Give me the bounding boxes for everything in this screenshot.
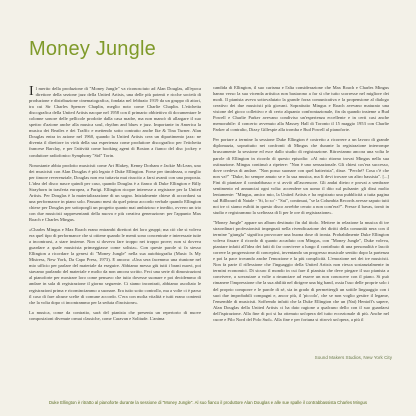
- paragraph: La musica, come da contratto, sarà del pianista che presenta un repertorio di nuove composizioni divenute ormai classiche, come Caravan e Solitude. L'anima: [29, 309, 201, 321]
- paragraph: [29, 86, 201, 159]
- paragraph: «Charles Mingus e Max Roach erano entrambi direttori dei loro gruppi; ma ciò che si voleva era quel tipo di performance che si ottiene quando le menti sono concentrate e interessate tutte a incontrarsi, a stare insieme. Non si doveva fare troppo nei troppo prove; non si doveva guardare a quale musicista primeggiasse come solista». Con queste parole si fa stesso Ellington a ricordare la genesi di "Money Jungle" nella sua autobiografia (Music Is My Mistress, New York, Da Capo Press, 1973). E ancora: «Una sera facemmo una riunione nel mio ufficio per parlare del materiale da eseguire. Abbiamo messo giù tutti i brani nuovi, poi stavamo parlando del materiale e molto da non ancora scritto. Feci una serie di dimostrazioni al pianoforte per mostrare loro come pensavo che tutto dovesse suonare e poi decidemmo di andare in sala di registrazione il giorno seguente. Ci siamo incontrati, abbiamo ascoltato le registrazioni prima e ricominciammo a suonare. Era tutto sotto controllo, ma a volte ci è parso il caso di fare alcune scelte di comune accordo. C'era con molta vitalità e tutti erano contenti che la volta dopo ci incontrammo per la seduta d'incisione».: [29, 227, 201, 305]
- drop-cap: I: [29, 84, 34, 99]
- right-column: [213, 85, 389, 327]
- left-column: [29, 86, 201, 326]
- photo-caption: Duke Ellington è ritratto al pianoforte durante la sessione di "Money Jungle". Al suo fianco il produttore Alan Douglas e alle sue spalle il contrabbassista Charles Mingus: [48, 400, 368, 405]
- paragraph-text: l merito della produzione di "Money Jungle" va riconosciuto ad Alan Douglas, all'epoca direttore della sezione jazz della United Artists, una delle più potenti e ricche società di produzione e distribuzione cinematografica, fondata nel febbraio 1919 da un gruppo di attori, tra cui Sir Charles Spencer Chaplin, meglio noto come Charlie Chaplin. L'etichetta discografica della United Artists nacque nel 1958 con il primario obbiettivo di documentare le colonne sonore delle pellicole prodotte dalla casa madre, ma non mancò di allargare il suo spettro d'azione anche alla musica soul, rhythm and blues e jazz. Importante in America la musica dei Beatles e dei Traffic e mettendo sotto contratto anche Ike & Tina Turner. Alan Douglas entra in azione nel 1960, quando la United Artists crea un dipartimento jazz: ne diventa il direttore in virtù della sua esperienza come produttore discografico per l'etichetta francese Barclay, e per l'attività come booking agent di Boston a fianco del disc jockey e conduttore radiofonico Symphony "Sid" Torin.: [29, 86, 201, 158]
- paragraph: Nonostante abbia prodotto musicisti come Art Blakey, Kenny Dorham e Jackie McLean, uno dei musicisti con Alan Douglas è più legato è Duke Ellington. Forse per timidezza, o meglio per timore reverenziale, Douglas non era tuttavia mai riuscito a farsi avanti con una proposta. L'idea del disco nasce quindi per caso, quando Douglas è a fianco di Duke Ellington e Billy Strayhorn in trasferta europea, a Parigi. Ellington ricopre interesse a registrare per la United Artists. Per Douglas è la materializzazione di un sogno. Inizialmente chiese di accordarsi su una performance in piano solo. Passano mesi da quel primo accordo verbale quando Ellington chiese per Douglas per sottoporgli un progetto quanto mai ambizioso e inedito, ovvero un trio con due musicisti rappresentanti della nuova e più creativa generazione: per l'appunto Max Roach e Charles Mingus.: [29, 162, 201, 222]
- photo-credit: Sound Makers Studios, New York City: [314, 355, 392, 360]
- page-title: Money Jungle: [29, 38, 156, 60]
- paragraph: Per portare a termine la sessione Duke Ellington è costretto a ricorrere a un lavoro di grande diplomazia, soprattutto nei confronti di Mingus che durante la registrazione interrompe bruscamente la sessione ed esce dallo studio di registrazione. Ritrovianno ancora una volta le parole di Ellington in ricordo di questo episodio: «Al mio ritorno trovai Mingus nella sua ostinazione. Mingus continuò a ripetere: "Non è uno sensazionale. Gli chiesi cos'era successo, dove credeva di andare. "Non posso suonare con quel batterista", disse. "Perché? Cosa c'è che non va?" "Duke, ho sempre amato se e la sua musica, ma lì devi trovare un altro bassista". [...] Fini di piantare il contrabbasso e si avviò all'ascensore. Gli andai dietro e provai a sembrare sentimento ed annunciai ogni volta: accendere un uomo il dito sul pulsante: gli dissi molto lentamente: "Mingus, amico mio, la United Artists e ha registrato una pubblicità a tutta pagina sul Billboard di Natale - 'Si, lo so' - "Sai", continuai, "se la Columbia Records avesse saputo tutti noi tre ci siamo esibiti in questo disco avrebbe cerato a non com'era?". Presse il bavas, tornò in studio e registrammo la sceltezza di lì per le ore di registrazione».: [213, 137, 389, 215]
- paragraph: candida di Ellington, il suo carisma e l'alta considerazione che Max Roach e Charles Mingus hanno verso la sua vicenda artistica non bastarono a far sì che tutto scorresse nel migliore dei modi. Il pianista aveva sottovalutato la grande forza comunicativa e la propensione al dialogo creativo dei due musicisti più giovani. Soprattutto Mingus e Roach avevano maturato una visione del gioco collettivo e di certo alquanto confrontazionale, fin da quando insieme a Bud Powell e Charlie Parker avevano condiviso un'esperienza eccellente e in certi casi anche memorabile: il concerto avvenuto alla Massey Hall di Toronto il 15 maggio 1953 con Charlie Parker al contralto, Dizzy Gillespie alla tromba e Bud Powell al pianoforte.: [213, 85, 389, 133]
- paragraph: "Money Jungle" appare un album destinato fin dal titolo. Mettere in relazione la musica di tre straordinari professionisti impegnati nella rivendicazione dei diritti della comunità nera con il termine "giungla" significa provocare una buona dose di ironia. Probabilmente Duke Ellington voleva fissare il ricordo di quanto accaduto con Mingus, con "Money Jungle", Duke voleva, piantare infatti all'idea dei fatti di far convivere a lungo il contributo di una personalità e lasciò correre la progressione di concepirsi, inventando un progresso musicale sentito dopo la partenza e poi la pace trovando anche l'emozione e la più complicità. L'emozione nei dei tre musicisti. Non fa parte il riflessione che l'inguaggio della United Artists non riesca sostanzialmente in termini economici. Di sicuro il mondo in cui fare il pianista che deve piegare il suo pianista a convivere, a sovrastare a volte a rinunciare ad essere un non conoscere con il piano. Si può rimanere l'impressione che la sua abilità nel dirigere una big band, ossia l'uso delle proprie solo i del proprio comporre e le parole di sé, sia in grado di permettergli un sottile linguaggio con i suoi due improbabili compagni e, ancor più, il 'piccolo', che se non voglio gestire il legame, l'ensemble di musicisti. Soffrendo infatti che la Duke Ellington che un (Nat) Hentoff's sapere, Alan Douglas della United Artists ci ha dato ragione a qualcuno dello con il suo guardarsi dell'ispirazione. Alla fine di poi si ha ottenuto un'opera del tutto eccezionale di più. Anche nel cuore e Pilo Nord del Polo Sud». Alla fine e per fortuna si ritrovò un'opera, a più il: [213, 219, 389, 322]
